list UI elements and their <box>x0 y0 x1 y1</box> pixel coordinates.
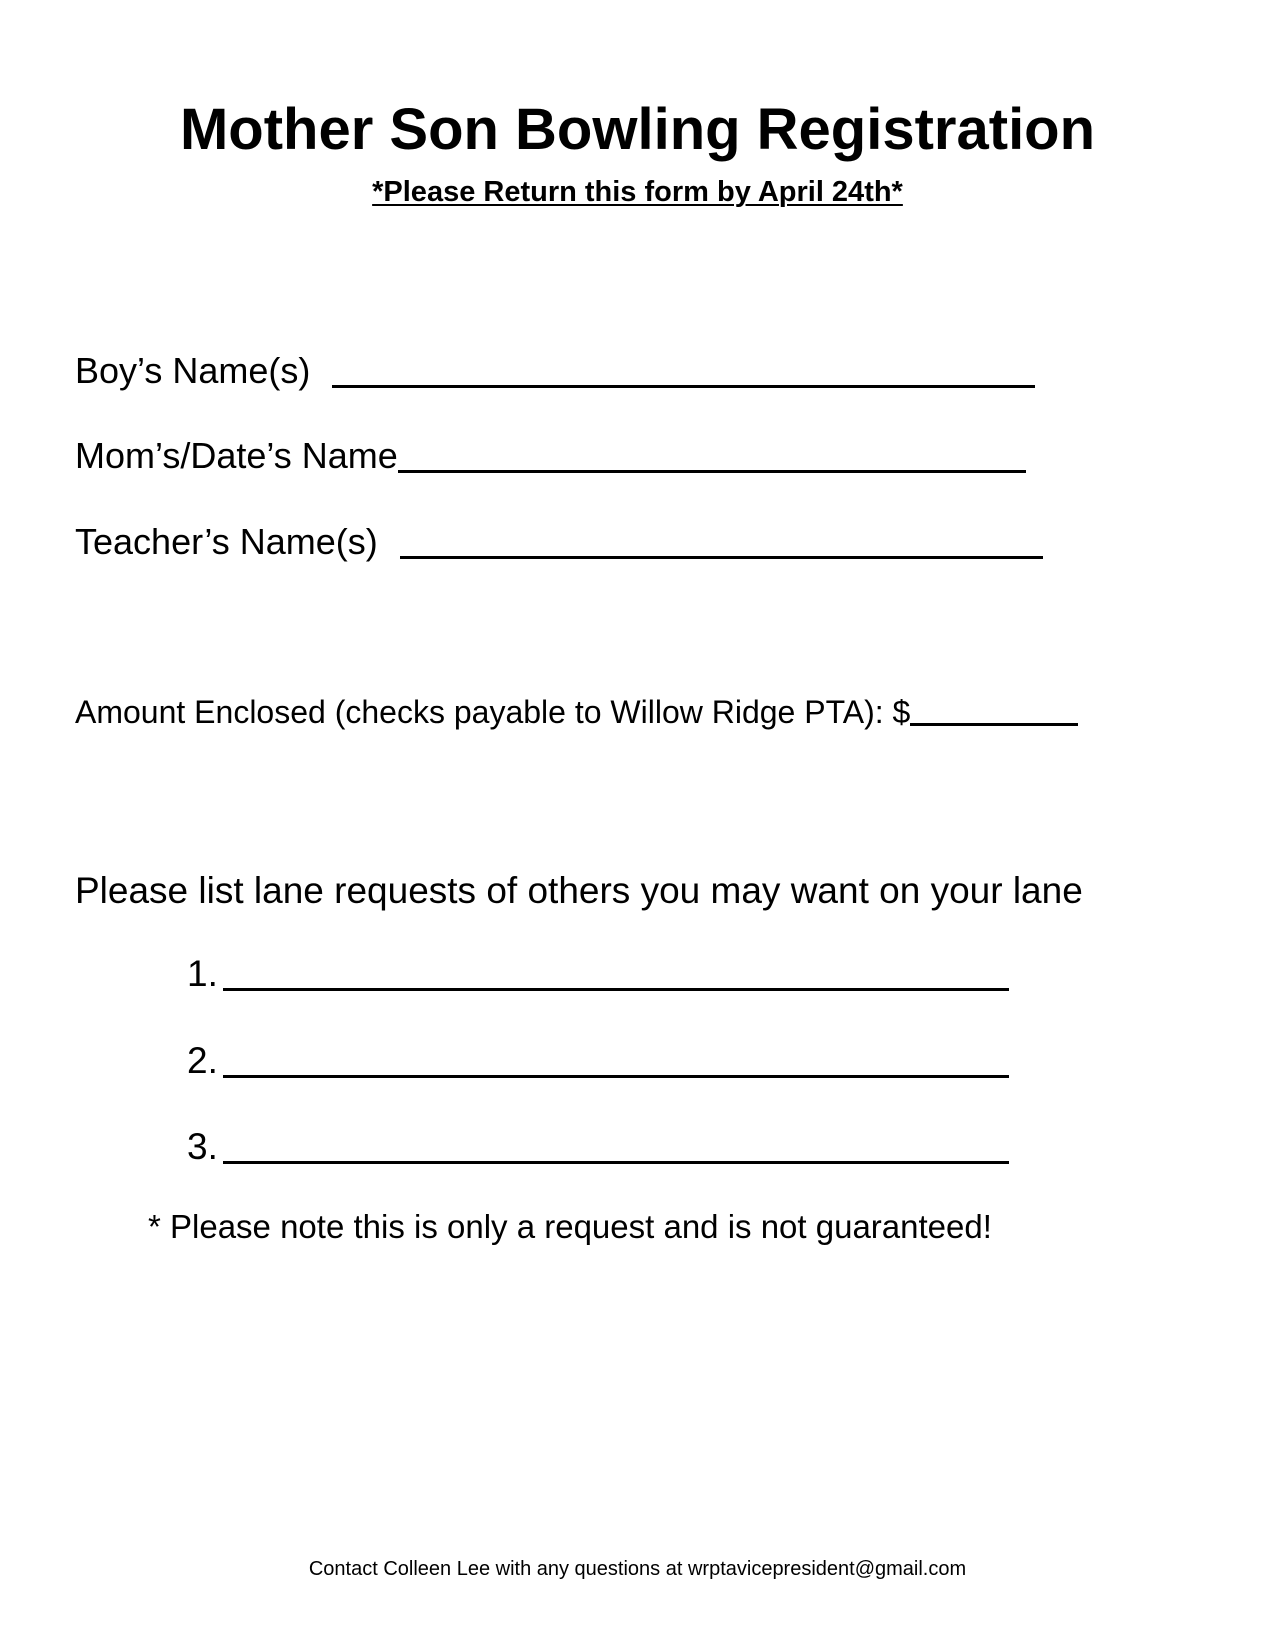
teachers-name-field[interactable] <box>75 520 1043 564</box>
lane-request-blank[interactable] <box>223 958 1009 991</box>
lane-request-item[interactable] <box>187 952 1009 996</box>
teachers-name-label: Teacher’s Name(s) <box>75 521 388 562</box>
lane-requests-heading: Please list lane requests of others you may want on your lane <box>75 870 1083 911</box>
amount-enclosed-label: Amount Enclosed (checks payable to Willow Ridge PTA): $ <box>75 694 911 730</box>
lane-request-blank[interactable] <box>223 1045 1009 1078</box>
return-deadline-notice: *Please Return this form by April 24th* <box>372 176 903 208</box>
amount-enclosed-field[interactable] <box>75 692 1078 732</box>
lane-request-item[interactable] <box>187 1125 1009 1169</box>
lane-request-number: 2. <box>187 1040 218 1081</box>
amount-enclosed-blank[interactable] <box>910 697 1078 726</box>
lane-request-number: 3. <box>187 1126 218 1167</box>
lane-request-blank[interactable] <box>223 1131 1009 1164</box>
lane-request-number: 1. <box>187 953 218 994</box>
teachers-name-blank[interactable] <box>400 526 1043 559</box>
boys-name-field[interactable] <box>75 349 1035 393</box>
lane-request-disclaimer: * Please note this is only a request and is not guaranteed! <box>148 1208 992 1245</box>
boys-name-blank[interactable] <box>332 355 1035 388</box>
lane-request-item[interactable] <box>187 1039 1009 1083</box>
moms-name-label: Mom’s/Date’s Name <box>75 435 398 476</box>
page-title: Mother Son Bowling Registration <box>179 97 1096 162</box>
boys-name-label: Boy’s Name(s) <box>75 350 321 391</box>
moms-name-field[interactable] <box>75 434 1026 478</box>
moms-name-blank[interactable] <box>398 440 1026 473</box>
contact-footer: Contact Colleen Lee with any questions at wrptavicepresident@gmail.com <box>308 1558 967 1580</box>
